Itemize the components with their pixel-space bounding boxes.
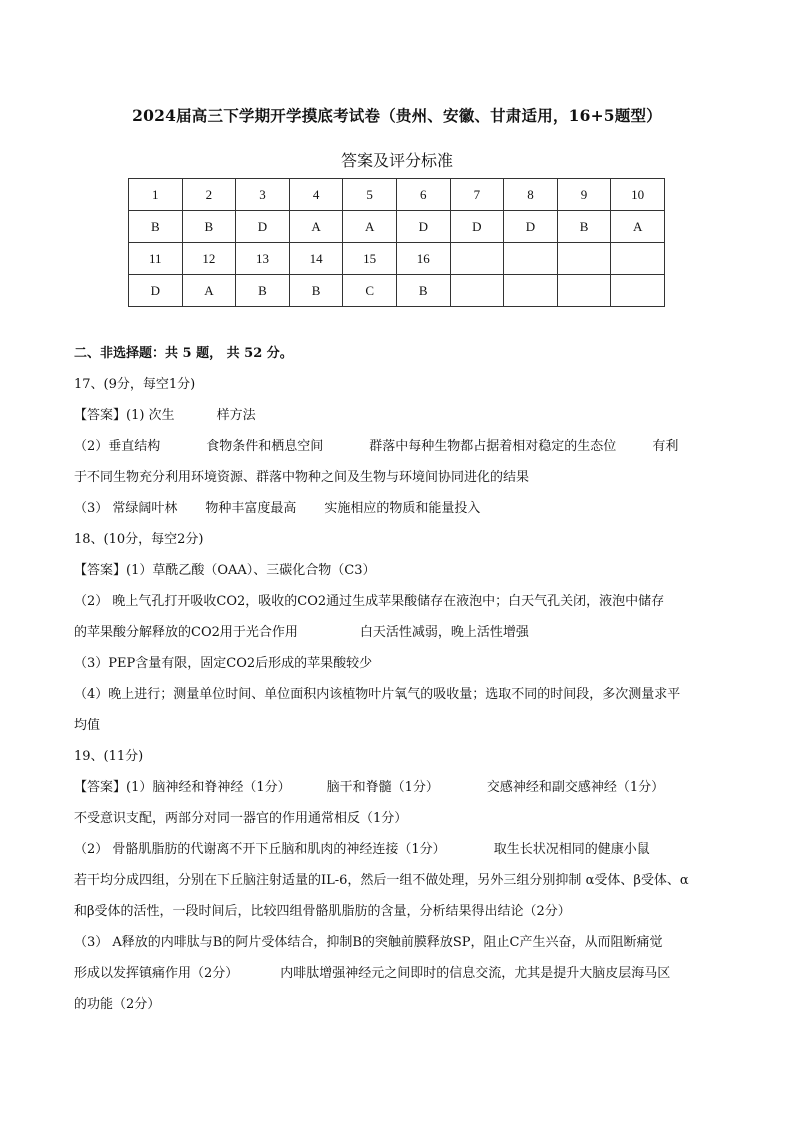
q18-heading: 18、(10分，每空2分) bbox=[74, 532, 204, 547]
answer-cell: B bbox=[396, 275, 450, 307]
answer-cell: B bbox=[557, 211, 611, 243]
q17-a2-part1: （2）垂直结构 bbox=[74, 439, 161, 454]
q17-a2-part2: 食物条件和栖息空间 bbox=[206, 439, 324, 454]
q19-a1-part1: 【答案】(1）脑神经和脊神经（1分） bbox=[74, 780, 291, 795]
q18-answer-1: 【答案】(1）草酰乙酸（OAA）、三碳化合物（C3） bbox=[74, 563, 376, 578]
q18-answer-4: （4）晚上进行；测量单位时间、单位面积内该植物叶片氧气的吸收量；选取不同的时间段，多次测量求平 bbox=[74, 687, 681, 702]
answer-cell: A bbox=[182, 275, 236, 307]
answer-table-row bbox=[129, 211, 665, 243]
answer-cell: D bbox=[396, 211, 450, 243]
answer-body bbox=[74, 338, 742, 1020]
q19-answer-3-cont bbox=[74, 958, 742, 989]
q19-answer-2 bbox=[74, 834, 742, 865]
answer-cell: B bbox=[182, 211, 236, 243]
question-number-cell bbox=[557, 243, 611, 275]
answer-cell: D bbox=[236, 211, 290, 243]
q18-a2b-part2: 白天活性减弱，晚上活性增强 bbox=[359, 625, 529, 640]
answer-table-row bbox=[129, 275, 665, 307]
q19-answer-1-cont: 不受意识支配，两部分对同一器官的作用通常相反（1分） bbox=[74, 811, 408, 826]
q19-answer-3-cont2: 的功能（2分） bbox=[74, 997, 161, 1012]
answer-cell bbox=[557, 275, 611, 307]
q19-answer-2-cont2: 和β受体的活性，一段时间后，比较四组骨骼肌脂肪的含量，分析结果得出结论（2分） bbox=[74, 904, 571, 919]
answer-cell: D bbox=[450, 211, 504, 243]
answer-cell: A bbox=[289, 211, 343, 243]
question-number-cell bbox=[611, 243, 665, 275]
q18-answer-2-cont bbox=[74, 617, 742, 648]
question-number-cell: 4 bbox=[289, 179, 343, 211]
answer-table bbox=[128, 178, 665, 307]
question-number-cell bbox=[504, 243, 558, 275]
q17-answer-2 bbox=[74, 431, 742, 462]
question-number-cell: 8 bbox=[504, 179, 558, 211]
q19-answer-3: （3） A释放的内啡肽与B的阿片受体结合，抑制B的突触前膜释放SP，阻止C产生兴奋，从而阻断痛觉 bbox=[74, 935, 663, 950]
question-number-cell: 14 bbox=[289, 243, 343, 275]
q17-a1-part1: 【答案】(1) 次生 bbox=[74, 408, 175, 423]
q17-a3-part1: （3） 常绿阔叶林 bbox=[74, 501, 178, 516]
q17-answer-2-cont: 于不同生物充分利用环境资源、群落中物种之间及生物与环境间协同进化的结果 bbox=[74, 470, 530, 485]
question-number-cell: 2 bbox=[182, 179, 236, 211]
q19-a2-part1: （2） 骨骼肌脂肪的代谢离不开下丘脑和肌肉的神经连接（1分） bbox=[74, 842, 446, 857]
answer-table-row bbox=[129, 243, 665, 275]
answer-cell bbox=[611, 275, 665, 307]
question-number-cell: 15 bbox=[343, 243, 397, 275]
q17-answer-3 bbox=[74, 493, 742, 524]
answer-cell: B bbox=[289, 275, 343, 307]
question-number-cell bbox=[450, 243, 504, 275]
q19-answer-2-cont: 若干均分成四组，分别在下丘脑注射适量的IL-6，然后一组不做处理，另外三组分别抑制 α受体、β受体、α bbox=[74, 873, 689, 888]
answer-cell: B bbox=[236, 275, 290, 307]
q17-a2-part3: 群落中每种生物都占据着相对稳定的生态位 bbox=[369, 439, 617, 454]
answer-cell: A bbox=[343, 211, 397, 243]
question-number-cell: 9 bbox=[557, 179, 611, 211]
question-number-cell: 12 bbox=[182, 243, 236, 275]
question-number-cell: 6 bbox=[396, 179, 450, 211]
page-subtitle: 答案及评分标准 bbox=[340, 151, 453, 170]
q19-a3b-part1: 形成以发挥镇痛作用（2分） bbox=[74, 966, 239, 981]
answer-cell: C bbox=[343, 275, 397, 307]
q19-heading: 19、(11分) bbox=[74, 749, 144, 764]
q18-answer-3: （3）PEP含量有限，固定CO2后形成的苹果酸较少 bbox=[74, 656, 373, 671]
answer-table-row bbox=[129, 179, 665, 211]
q19-a3b-part2: 内啡肽增强神经元之间即时的信息交流，尤其是提升大脑皮层海马区 bbox=[280, 966, 671, 981]
q19-a1-part3: 交感神经和副交感神经（1分） bbox=[486, 780, 665, 795]
answer-cell bbox=[504, 275, 558, 307]
q17-heading: 17、(9分，每空1分) bbox=[74, 377, 196, 392]
question-number-cell: 10 bbox=[611, 179, 665, 211]
question-number-cell: 11 bbox=[129, 243, 183, 275]
q18-answer-4-cont: 均值 bbox=[74, 718, 101, 733]
question-number-cell: 16 bbox=[396, 243, 450, 275]
q19-a1-part2: 脑干和脊髓（1分） bbox=[326, 780, 439, 795]
answer-cell: D bbox=[129, 275, 183, 307]
question-number-cell: 7 bbox=[450, 179, 504, 211]
answer-cell: B bbox=[129, 211, 183, 243]
q19-answer-1 bbox=[74, 772, 742, 803]
section-heading: 二、非选择题：共 5 题， 共 52 分。 bbox=[74, 346, 293, 361]
answer-cell bbox=[450, 275, 504, 307]
q17-a3-part3: 实施相应的物质和能量投入 bbox=[324, 501, 481, 516]
q17-answer-1 bbox=[74, 400, 742, 431]
question-number-cell: 13 bbox=[236, 243, 290, 275]
q18-answer-2: （2） 晚上气孔打开吸收CO2，吸收的CO2通过生成苹果酸储存在液泡中；白天气孔关闭，液泡中储存 bbox=[74, 594, 665, 609]
question-number-cell: 3 bbox=[236, 179, 290, 211]
answer-cell: D bbox=[504, 211, 558, 243]
question-number-cell: 5 bbox=[343, 179, 397, 211]
q17-a3-part2: 物种丰富度最高 bbox=[205, 501, 297, 516]
q19-a2-part2: 取生长状况相同的健康小鼠 bbox=[493, 842, 650, 857]
q17-a1-part2: 样方法 bbox=[216, 408, 256, 423]
q17-a2-part4: 有利 bbox=[652, 439, 679, 454]
question-number-cell: 1 bbox=[129, 179, 183, 211]
answer-cell: A bbox=[611, 211, 665, 243]
page-title: 2024届高三下学期开学摸底考试卷（贵州、安徽、甘肃适用，16+5题型） bbox=[132, 106, 662, 125]
q18-a2b-part1: 的苹果酸分解释放的CO2用于光合作用 bbox=[74, 625, 298, 640]
